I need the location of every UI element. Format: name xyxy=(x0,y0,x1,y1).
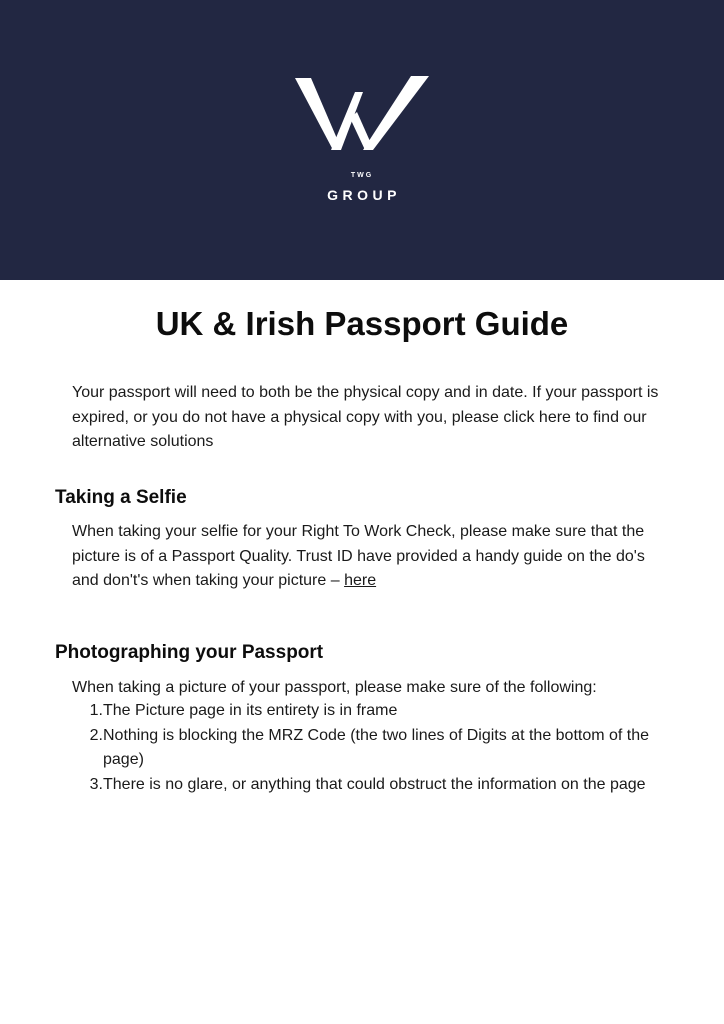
list-item-number: 2. xyxy=(89,726,103,744)
logo-big-text: GROUP xyxy=(327,187,401,203)
photo-intro-paragraph: When taking a picture of your passport, please make sure of the following: xyxy=(72,679,597,696)
list-item-text: Nothing is blocking the MRZ Code (the two lines of Digits at the bottom of the page) xyxy=(103,726,650,768)
photo-steps-list xyxy=(89,699,663,797)
list-item xyxy=(89,773,663,798)
list-item-number: 3. xyxy=(89,775,103,793)
list-item-number: 1. xyxy=(89,702,103,719)
selfie-heading: Taking a Selfie xyxy=(55,487,187,508)
header-banner xyxy=(0,0,724,280)
logo-small-text: TWG xyxy=(350,172,374,179)
w-monogram-icon xyxy=(295,74,429,154)
list-item xyxy=(89,699,663,724)
list-item xyxy=(89,724,663,773)
selfie-guide-link[interactable]: here xyxy=(344,572,377,589)
list-item-text: There is no glare, or anything that could obstruct the information on the page xyxy=(103,775,646,793)
photo-heading: Photographing your Passport xyxy=(55,642,324,663)
selfie-text: When taking your selfie for your Right To Work Check, please make sure that the picture is of a Passport Quality. Trust ID have provided a handy guide on the do's and don't's when taking your picture – xyxy=(72,523,645,589)
page-title: UK & Irish Passport Guide xyxy=(155,305,569,342)
intro-paragraph: Your passport will need to both be the physical copy and in date. If your passport is expired, or you do not have a physical copy with you, please click here to find our alternative solutions xyxy=(72,384,659,450)
list-item-text: The Picture page in its entirety is in frame xyxy=(103,702,398,719)
selfie-paragraph xyxy=(72,520,672,594)
